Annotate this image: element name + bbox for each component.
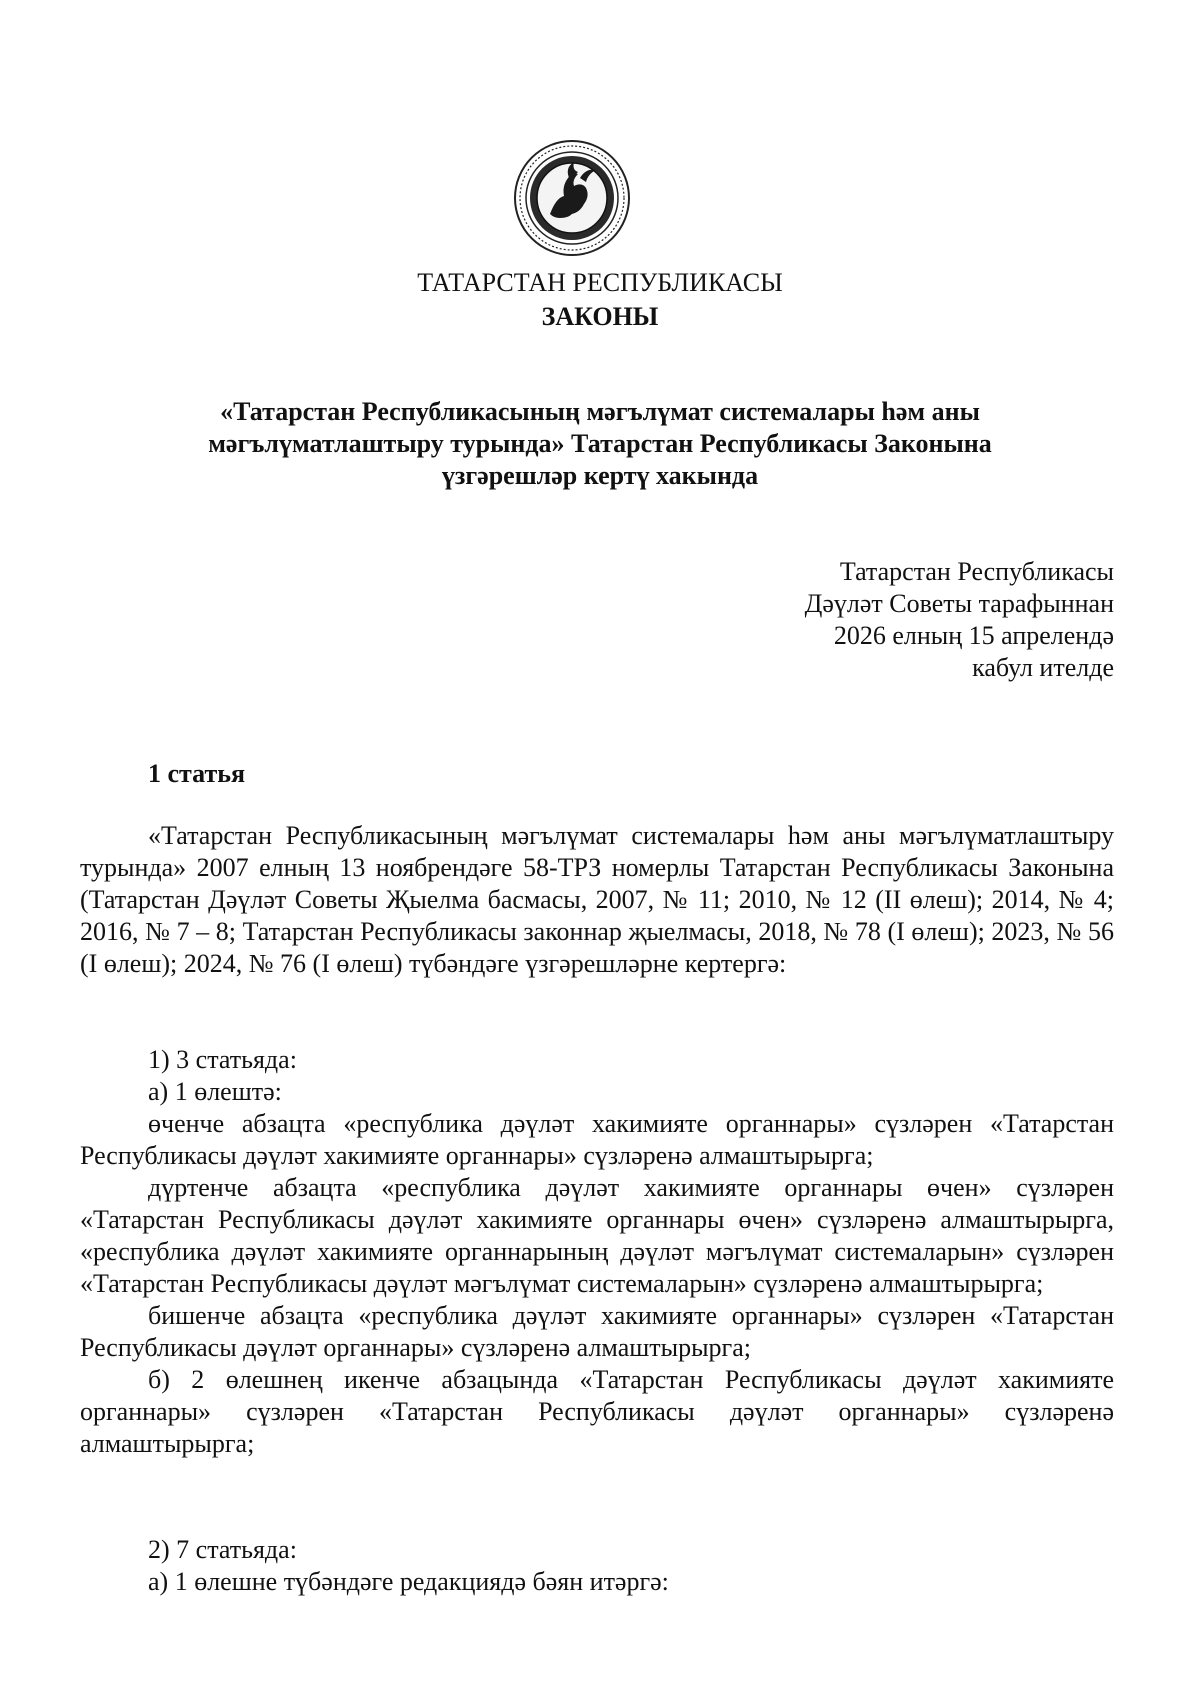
law-title-line: үзгәрешләр кертү хакында bbox=[441, 461, 759, 490]
adoption-line: 2026 елның 15 апрелендә bbox=[833, 621, 1114, 650]
item-1-block bbox=[80, 1044, 1114, 1460]
item-1-b: б) 2 өлешнең икенче абзацында «Татарстан Республикасы дәүләт хакимияте органнары» сүзләрен «Татарстан Республикасы дәүләт органнары» сүзләренә алмаштырырга; bbox=[80, 1365, 1114, 1458]
item-1-paragraph-1: өченче абзацта «республика дәүләт хакимияте органнары» сүзләрен «Татарстан Республикасы дәүләт хакимияте органнары» сүзләренә алмаштырырга; bbox=[80, 1109, 1114, 1170]
item-1-paragraph-2: дүртенче абзацта «республика дәүләт хакимияте органнары өчен» сүзләрен «Татарстан Республикасы дәүләт хакимияте органнары өчен» сүзләренә алмаштырырга, «республика дәүләт хакимияте органнарының дәүләт мәгълүмат системаларын» сүзләрен «Татарстан Республикасы дәүләт мәгълүмат системаларын» сүзләренә алмаштырырга; bbox=[80, 1173, 1114, 1298]
country-heading: ТАТАРСТАН РЕСПУБЛИКАСЫ bbox=[417, 268, 783, 297]
article-intro: «Татарстан Республикасының мәгълүмат системалары һәм аны мәгълүматлаштыру турында» 2007 елның 13 ноябрендәге 58-ТРЗ номерлы Татарстан Республикасы Законына (Татарстан Дәүләт Советы Җыелма басмасы, 2007, № 11; 2010, № 12 (II өлеш); 2014, № 4; 2016, № 7 – 8; Татарстан Республикасы законнар җыелмасы, 2018, № 78 (I өлеш); 2023, № 56 (I өлеш); 2024, № 76 (I өлеш) түбәндәге үзгәрешләрне кертергә: bbox=[80, 821, 1114, 978]
adoption-line: Татарстан Республикасы bbox=[839, 557, 1114, 586]
coat-of-arms-emblem bbox=[512, 138, 632, 258]
law-title-line: мәгълүматлаштыру турында» Татарстан Республикасы Законына bbox=[208, 429, 992, 458]
item-2-block bbox=[80, 1534, 1114, 1598]
article-title: 1 статья bbox=[148, 759, 246, 788]
adoption-note bbox=[805, 556, 1114, 684]
law-title bbox=[100, 396, 1100, 492]
item-2-a: а) 1 өлешне түбәндәге редакциядә бәян итәргә: bbox=[148, 1567, 669, 1596]
item-1-paragraph-3: бишенче абзацта «республика дәүләт хакимияте органнары» сүзләрен «Татарстан Республикасы дәүләт органнары» сүзләренә алмаштырырга; bbox=[80, 1301, 1114, 1362]
adoption-line: Дәүләт Советы тарафыннан bbox=[804, 589, 1114, 618]
item-2-title: 2) 7 статьяда: bbox=[148, 1535, 297, 1564]
document-type-heading: ЗАКОНЫ bbox=[541, 302, 659, 331]
item-1-a: а) 1 өлештә: bbox=[148, 1077, 282, 1106]
article-intro-block bbox=[80, 820, 1114, 980]
item-1-title: 1) 3 статьяда: bbox=[148, 1045, 297, 1074]
adoption-line: кабул ителде bbox=[972, 653, 1114, 682]
law-title-line: «Татарстан Республикасының мәгълүмат системалары һәм аны bbox=[220, 397, 980, 426]
